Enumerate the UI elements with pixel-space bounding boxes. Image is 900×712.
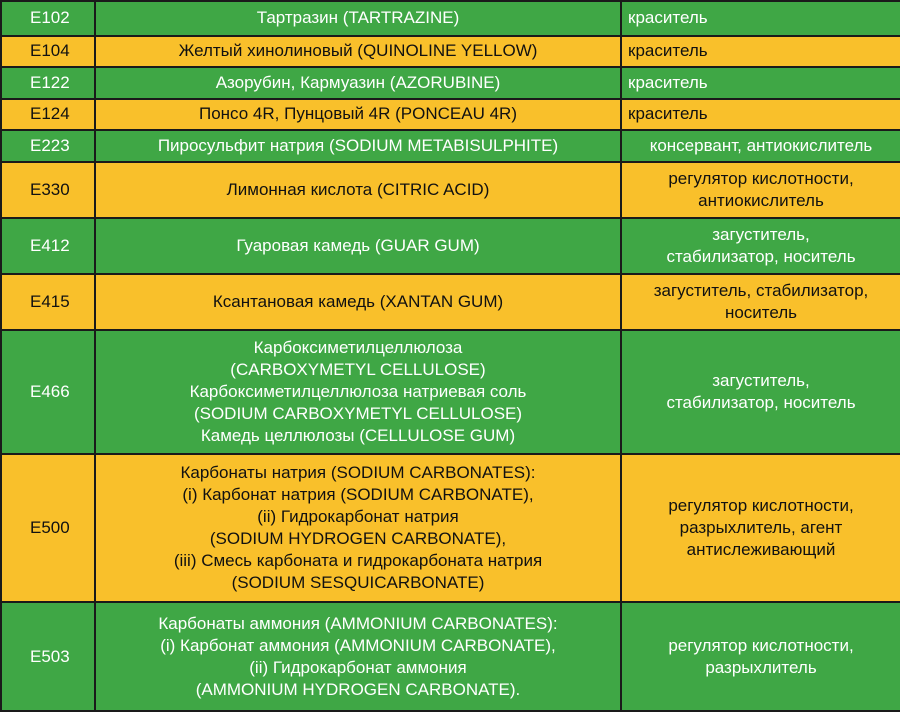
additive-code: E415 xyxy=(1,274,95,330)
additive-name-cell xyxy=(95,162,621,218)
additive-function-cell xyxy=(621,454,900,603)
additive-name-cell xyxy=(95,218,621,274)
additive-code: E500 xyxy=(1,454,95,603)
additive-name-line: Карбонаты аммония (AMMONIUM CARBONATES): xyxy=(158,613,558,633)
additive-function-cell xyxy=(621,330,900,454)
additive-name-cell xyxy=(95,130,621,162)
additive-function-line: носитель xyxy=(724,302,798,322)
table-row xyxy=(1,99,900,131)
additive-code: E223 xyxy=(1,130,95,162)
additive-function-line: краситель xyxy=(628,8,708,28)
additive-name-line: Азорубин, Кармуазин (AZORUBINE) xyxy=(215,72,501,92)
additive-function-cell xyxy=(621,99,900,131)
additive-function-line: загуститель, xyxy=(712,224,810,244)
additive-name-line: Ксантановая камедь (XANTAN GUM) xyxy=(212,291,504,311)
additive-name-line: Камедь целлюлозы (CELLULOSE GUM) xyxy=(200,425,516,445)
additive-code: E466 xyxy=(1,330,95,454)
table-row xyxy=(1,162,900,218)
table-row xyxy=(1,1,900,36)
additive-name-cell xyxy=(95,67,621,99)
additive-function-cell xyxy=(621,218,900,274)
additive-name-line: Тартразин (TARTRAZINE) xyxy=(256,8,460,28)
additive-name-line: (ii) Гидрокарбонат натрия xyxy=(257,506,459,526)
additive-function-line: антислеживающий xyxy=(686,539,836,559)
additive-function-cell xyxy=(621,274,900,330)
table-row xyxy=(1,330,900,454)
additive-name-cell xyxy=(95,602,621,711)
additive-function-cell xyxy=(621,36,900,68)
additive-name-line: Желтый хинолиновый (QUINOLINE YELLOW) xyxy=(178,41,538,61)
additive-code: E124 xyxy=(1,99,95,131)
additive-name-cell xyxy=(95,274,621,330)
additive-function-line: разрыхлитель xyxy=(705,657,817,677)
additive-function-cell xyxy=(621,602,900,711)
additive-function-line: загуститель, xyxy=(712,370,810,390)
table-row xyxy=(1,602,900,711)
additive-name-line: (CARBOXYMETYL CELLULOSE) xyxy=(230,359,486,379)
additive-name-line: (SODIUM HYDROGEN CARBONATE), xyxy=(209,528,507,548)
additive-function-cell xyxy=(621,130,900,162)
additive-code: E104 xyxy=(1,36,95,68)
additive-code: E503 xyxy=(1,602,95,711)
additive-name-cell xyxy=(95,99,621,131)
additive-name-line: (AMMONIUM HYDROGEN CARBONATE). xyxy=(195,679,521,699)
additives-table-body xyxy=(1,1,900,711)
additive-name-line: (i) Карбонат аммония (AMMONIUM CARBONATE), xyxy=(160,635,556,655)
additive-function-line: разрыхлитель, агент xyxy=(679,517,843,537)
additive-function-cell xyxy=(621,1,900,36)
table-row xyxy=(1,454,900,603)
additive-function-line: загуститель, стабилизатор, xyxy=(653,280,869,300)
additive-name-line: (SODIUM SESQUICARBONATE) xyxy=(231,572,485,592)
table-row xyxy=(1,36,900,68)
additive-name-line: (iii) Смесь карбоната и гидрокарбоната натрия xyxy=(173,550,543,570)
additive-function-line: стабилизатор, носитель xyxy=(666,246,856,266)
additive-name-line: Лимонная кислота (CITRIC ACID) xyxy=(226,179,490,199)
additive-function-line: краситель xyxy=(628,41,708,61)
additive-function-line: консервант, антиокислитель xyxy=(649,135,873,155)
additive-name-line: Понсо 4R, Пунцовый 4R (PONCEAU 4R) xyxy=(199,104,517,124)
additive-function-cell xyxy=(621,67,900,99)
additive-name-line: (ii) Гидрокарбонат аммония xyxy=(249,657,467,677)
additive-code: E122 xyxy=(1,67,95,99)
additive-function-line: регулятор кислотности, xyxy=(668,635,854,655)
additive-function-cell xyxy=(621,162,900,218)
table-row xyxy=(1,130,900,162)
additive-name-line: Карбонаты натрия (SODIUM CARBONATES): xyxy=(180,462,536,482)
additive-name-line: Карбоксиметилцеллюлоза xyxy=(253,337,463,357)
additive-function-line: регулятор кислотности, xyxy=(668,495,854,515)
additive-name-line: Карбоксиметилцеллюлоза натриевая соль xyxy=(189,381,527,401)
table-row xyxy=(1,274,900,330)
additive-function-line: краситель xyxy=(628,104,708,124)
additive-name-line: (i) Карбонат натрия (SODIUM CARBONATE), xyxy=(182,484,534,504)
additive-name-cell xyxy=(95,1,621,36)
additive-name-line: Гуаровая камедь (GUAR GUM) xyxy=(236,235,480,255)
additive-name-line: Пиросульфит натрия (SODIUM METABISULPHITE) xyxy=(157,135,559,155)
additive-function-line: антиокислитель xyxy=(698,190,824,210)
additive-name-cell xyxy=(95,36,621,68)
additive-code: E102 xyxy=(1,1,95,36)
additive-name-cell xyxy=(95,330,621,454)
additive-code: E412 xyxy=(1,218,95,274)
table-row xyxy=(1,218,900,274)
additive-function-line: регулятор кислотности, xyxy=(668,168,854,188)
additive-function-line: краситель xyxy=(628,72,708,92)
additive-name-line: (SODIUM CARBOXYMETYL CELLULOSE) xyxy=(193,403,523,423)
additive-function-line: стабилизатор, носитель xyxy=(666,392,856,412)
table-row xyxy=(1,67,900,99)
additive-name-cell xyxy=(95,454,621,603)
additive-code: E330 xyxy=(1,162,95,218)
